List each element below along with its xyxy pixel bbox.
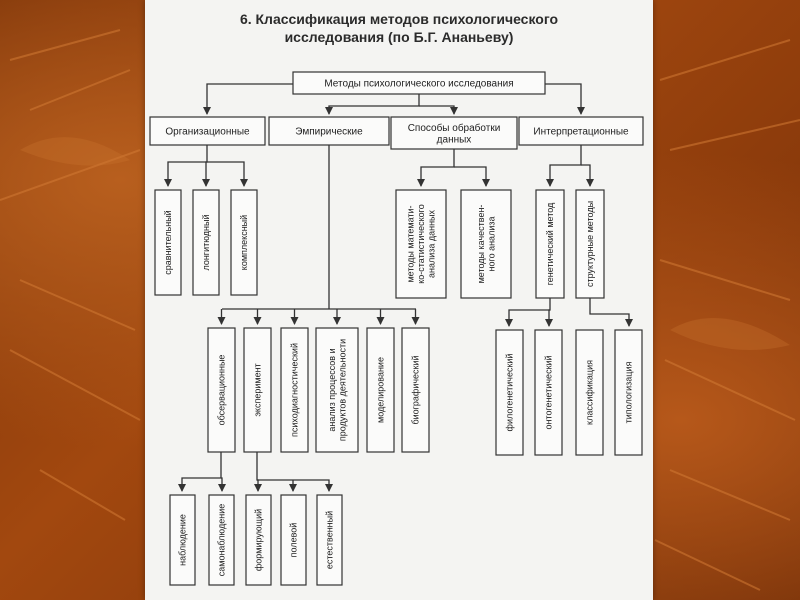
group-proc-label-2: данных	[436, 134, 472, 146]
exp-sub-3	[317, 495, 342, 585]
diagram-title-line-1: 6. Классификация методов психологического	[239, 11, 559, 27]
proc-method-1	[396, 190, 446, 298]
obs-sub-2	[209, 495, 234, 585]
genetic-sub-2-label: онтогенетический	[543, 355, 554, 430]
group-emp-label: Эмпирические	[295, 126, 363, 138]
proc-method-1-label-3: анализа данных	[426, 209, 437, 279]
group-int-label: Интерпретационные	[533, 126, 629, 138]
slide-page	[145, 0, 653, 600]
emp-method-1	[208, 328, 235, 452]
exp-sub-1	[246, 495, 271, 585]
int-method-2	[576, 190, 604, 298]
group-proc	[391, 117, 517, 149]
structural-sub-1-label: классификация	[584, 360, 595, 425]
emp-method-5-label: моделирование	[375, 357, 386, 423]
obs-sub-1-label: наблюдение	[177, 514, 188, 566]
exp-sub-3-label: естественный	[324, 510, 335, 570]
emp-method-3	[281, 328, 308, 452]
org-method-комплексный	[231, 190, 257, 295]
emp-method-6-label: биографический	[410, 355, 421, 425]
exp-sub-2-label: полевой	[288, 522, 299, 558]
proc-method-2-label-1: методы качествен-	[475, 204, 486, 284]
classification-diagram	[145, 0, 653, 600]
emp-method-2	[244, 328, 271, 452]
proc-method-2-label-2: ного анализа	[486, 216, 497, 272]
emp-method-3-label: психодиагностический	[289, 343, 300, 437]
int-method-1-label: генетический метод	[545, 202, 556, 286]
org-method-сравнительный-label: сравнительный	[163, 210, 174, 275]
emp-method-4	[316, 328, 358, 452]
obs-sub-1	[170, 495, 195, 585]
genetic-sub-2	[535, 330, 562, 455]
int-method-2-label: структурные методы	[585, 200, 596, 288]
structural-sub-2	[615, 330, 642, 455]
group-int	[519, 117, 643, 145]
diagram-nodes	[150, 72, 643, 585]
org-method-лонгитюдный	[193, 190, 219, 295]
emp-method-1-label: обсервационные	[216, 354, 227, 426]
group-proc-label-1: Способы обработки	[407, 122, 501, 134]
group-org	[150, 117, 265, 145]
proc-method-1-label-1: методы математи-	[405, 205, 416, 283]
root-node-label: Методы психологического исследования	[324, 78, 514, 90]
proc-method-1-label-2: ко-статистического	[416, 204, 427, 284]
structural-sub-1	[576, 330, 603, 455]
emp-method-2-label: эксперимент	[252, 363, 263, 417]
obs-sub-2-label: самонаблюдение	[216, 503, 227, 577]
root-node	[293, 72, 545, 94]
emp-method-4-label-1: анализ процессов и	[326, 348, 337, 432]
diagram-title-line-2: исследования (по Б.Г. Ананьеву)	[284, 29, 514, 45]
org-method-лонгитюдный-label: лонгитюдный	[201, 214, 212, 271]
emp-method-4-label-2: продуктов деятельности	[337, 338, 348, 442]
int-method-1	[536, 190, 564, 298]
structural-sub-2-label: типологизация	[623, 361, 634, 424]
genetic-sub-1-label: филогенетический	[504, 353, 515, 432]
group-emp	[269, 117, 389, 145]
exp-sub-1-label: формирующий	[253, 508, 264, 572]
emp-method-5	[367, 328, 394, 452]
group-org-label: Организационные	[165, 126, 250, 138]
proc-method-2	[461, 190, 511, 298]
org-method-комплексный-label: комплексный	[239, 214, 250, 271]
org-method-сравнительный	[155, 190, 181, 295]
exp-sub-2	[281, 495, 306, 585]
genetic-sub-1	[496, 330, 523, 455]
emp-method-6	[402, 328, 429, 452]
